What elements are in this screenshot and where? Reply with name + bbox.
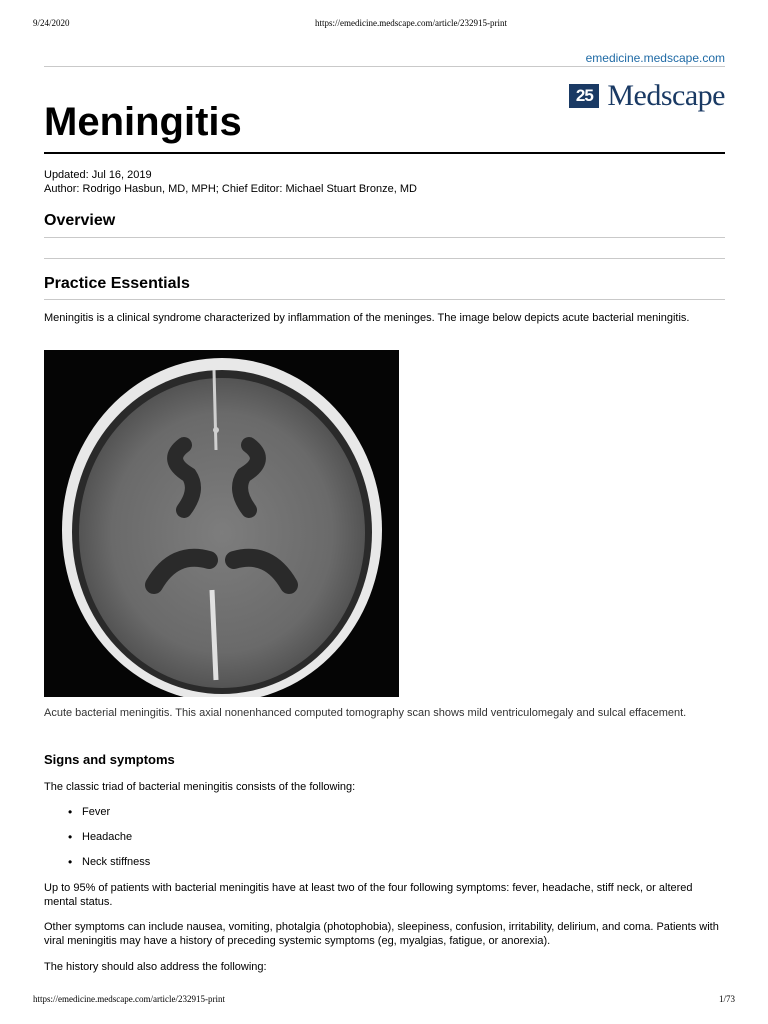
logo-badge: 25 <box>569 84 599 108</box>
section-signs-heading: Signs and symptoms <box>44 752 175 767</box>
section-overview-heading: Overview <box>44 212 116 229</box>
author-line: Author: Rodrigo Hasbun, MD, MPH; Chief Editor: Michael Stuart Bronze, MD <box>44 183 417 195</box>
print-url: https://emedicine.medscape.com/article/232915-print <box>315 18 507 28</box>
site-link[interactable]: emedicine.medscape.com <box>585 51 725 65</box>
triad-list <box>82 805 150 880</box>
other-symptoms-paragraph: Other symptoms can include nausea, vomiting, photalgia (photophobia), sleepiness, confusion, irritability, delirium, and coma. Patients with viral meningitis may have a history of preceding systemic symptoms (eg, myalgias, fatigue, or anorexia). <box>44 921 719 947</box>
article-meta <box>44 168 417 196</box>
page-title: Meningitis <box>44 100 242 144</box>
triad-intro: The classic triad of bacterial meningitis consists of the following: <box>44 781 356 793</box>
footer-url: https://emedicine.medscape.com/article/232915-print <box>33 994 225 1004</box>
logo-text: Medscape <box>607 79 725 112</box>
page-number: 1/73 <box>718 994 735 1004</box>
practice-divider <box>44 299 725 300</box>
list-item: • Neck stiffness <box>82 855 150 880</box>
list-item: • Fever <box>82 805 150 830</box>
section-practice-heading: Practice Essentials <box>44 275 190 292</box>
ct-scan-image <box>44 350 399 697</box>
image-caption: Acute bacterial meningitis. This axial nonenhanced computed tomography scan shows mild ventriculomegaly and sulcal effacement. <box>44 707 687 719</box>
print-date: 9/24/2020 <box>33 18 70 28</box>
updated-date: Updated: Jul 16, 2019 <box>44 169 152 181</box>
header-divider <box>44 66 725 67</box>
section-divider <box>44 258 725 259</box>
list-item: • Headache <box>82 830 150 855</box>
title-divider <box>44 152 725 154</box>
symptoms-paragraph: Up to 95% of patients with bacterial meningitis have at least two of the four following symptoms: fever, headache, stiff neck, or altered mental status. <box>44 882 693 908</box>
overview-divider <box>44 237 725 238</box>
history-paragraph: The history should also address the following: <box>44 961 267 973</box>
intro-paragraph: Meningitis is a clinical syndrome characterized by inflammation of the meninges. The image below depicts acute bacterial meningitis. <box>44 312 690 324</box>
medscape-logo <box>569 80 725 112</box>
